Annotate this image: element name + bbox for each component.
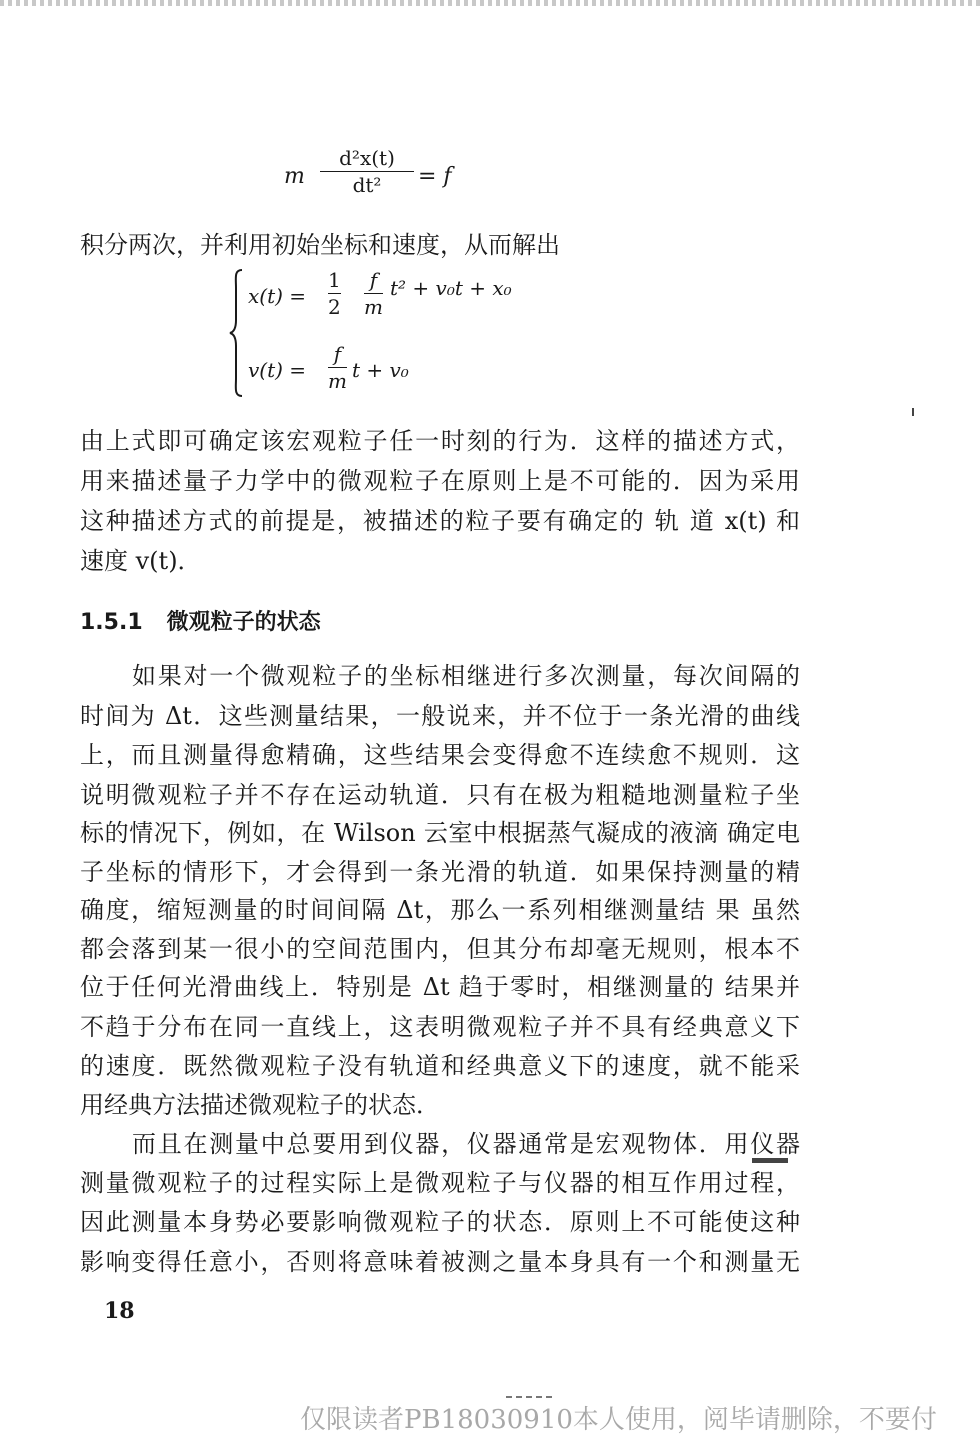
position-lhs: x(t) = bbox=[248, 284, 307, 308]
second-derivative-fraction bbox=[320, 146, 414, 197]
force-numerator: f bbox=[333, 342, 342, 366]
paragraph-line: 不趋于分布在同一直线上，这表明微观粒子并不具有经典意义下 bbox=[80, 1013, 800, 1041]
half-fraction bbox=[328, 268, 341, 319]
newton-equation bbox=[284, 148, 484, 208]
mass-denominator: m bbox=[328, 369, 347, 393]
section-heading bbox=[80, 606, 321, 640]
page-top-edge bbox=[0, 0, 980, 6]
paragraph-line: 标的情况下，例如，在 Wilson 云室中根据蒸气凝成的液滴 确定电 bbox=[80, 819, 800, 847]
left-brace bbox=[228, 268, 244, 398]
half-denominator: 2 bbox=[328, 295, 341, 319]
paragraph-line: 用来描述量子力学中的微观粒子在原则上是不可能的．因为采用 bbox=[80, 467, 800, 495]
intro-line: 积分两次，并利用初始坐标和速度，从而解出 bbox=[80, 231, 560, 259]
paragraph-line: 用经典方法描述微观粒子的状态． bbox=[80, 1091, 440, 1119]
mass-symbol: m bbox=[284, 164, 305, 189]
fraction-numerator: d²x(t) bbox=[339, 146, 395, 170]
fraction-denominator: dt² bbox=[352, 173, 382, 197]
paragraph-line: 速度 v(t)． bbox=[80, 547, 202, 575]
paragraph-line: 而且在测量中总要用到仪器，仪器通常是宏观物体．用仪器 bbox=[132, 1130, 800, 1158]
fraction-bar bbox=[328, 293, 341, 294]
paragraph-line: 上，而且测量得愈精确，这些结果会变得愈不连续愈不规则．这 bbox=[80, 741, 800, 769]
scan-artifact bbox=[912, 408, 914, 416]
paragraph-line: 如果对一个微观粒子的坐标相继进行多次测量，每次间隔的 bbox=[132, 662, 800, 690]
force-mass-fraction bbox=[364, 268, 383, 319]
velocity-tail: t + v₀ bbox=[352, 358, 409, 382]
paragraph-line: 位于任何光滑曲线上．特别是 Δt 趋于零时，相继测量的 结果并 bbox=[80, 973, 800, 1001]
paragraph-line: 确度，缩短测量的时间间隔 Δt，那么一系列相继测量结 果 虽然 bbox=[80, 896, 800, 924]
fraction-bar bbox=[320, 171, 414, 172]
equation-rhs: = f bbox=[418, 164, 452, 189]
paragraph-line: 这种描述方式的前提是，被描述的粒子要有确定的 轨 道 x(t) 和 bbox=[80, 507, 800, 535]
half-numerator: 1 bbox=[328, 268, 341, 292]
paragraph-line: 测量微观粒子的过程实际上是微观粒子与仪器的相互作用过程， bbox=[80, 1169, 800, 1197]
fraction-bar bbox=[328, 367, 347, 368]
watermark: 仅限读者PB18030910本人使用，阅毕请删除，不要付 bbox=[300, 1405, 937, 1435]
section-number: 1.5.1 bbox=[80, 610, 143, 635]
paragraph-line: 的速度．既然微观粒子没有轨道和经典意义下的速度，就不能采 bbox=[80, 1052, 800, 1080]
fraction-bar bbox=[364, 293, 383, 294]
paragraph-line: 说明微观粒子并不存在运动轨道．只有在极为粗糙地测量粒子坐 bbox=[80, 781, 800, 809]
page-number: 18 bbox=[104, 1298, 135, 1324]
footer-rule bbox=[506, 1396, 552, 1398]
paragraph-line: 子坐标的情形下，才会得到一条光滑的轨道．如果保持测量的精 bbox=[80, 858, 800, 886]
section-title: 微观粒子的状态 bbox=[166, 610, 321, 635]
force-mass-fraction bbox=[328, 342, 347, 393]
scan-artifact bbox=[752, 1158, 788, 1163]
position-tail: t² + v₀t + x₀ bbox=[390, 276, 512, 300]
force-numerator: f bbox=[369, 268, 378, 292]
velocity-lhs: v(t) = bbox=[248, 358, 307, 382]
mass-denominator: m bbox=[364, 295, 383, 319]
solution-system bbox=[228, 268, 548, 398]
paragraph-line: 都会落到某一很小的空间范围内，但其分布却毫无规则，根本不 bbox=[80, 935, 800, 963]
paragraph-line: 因此测量本身势必要影响微观粒子的状态．原则上不可能使这种 bbox=[80, 1208, 800, 1236]
paragraph-line: 时间为 Δt．这些测量结果，一般说来，并不位于一条光滑的曲线 bbox=[80, 702, 800, 730]
paragraph-line: 由上式即可确定该宏观粒子任一时刻的行为．这样的描述方式， bbox=[80, 427, 800, 455]
paragraph-line: 影响变得任意小，否则将意味着被测之量本身具有一个和测量无 bbox=[80, 1248, 800, 1276]
